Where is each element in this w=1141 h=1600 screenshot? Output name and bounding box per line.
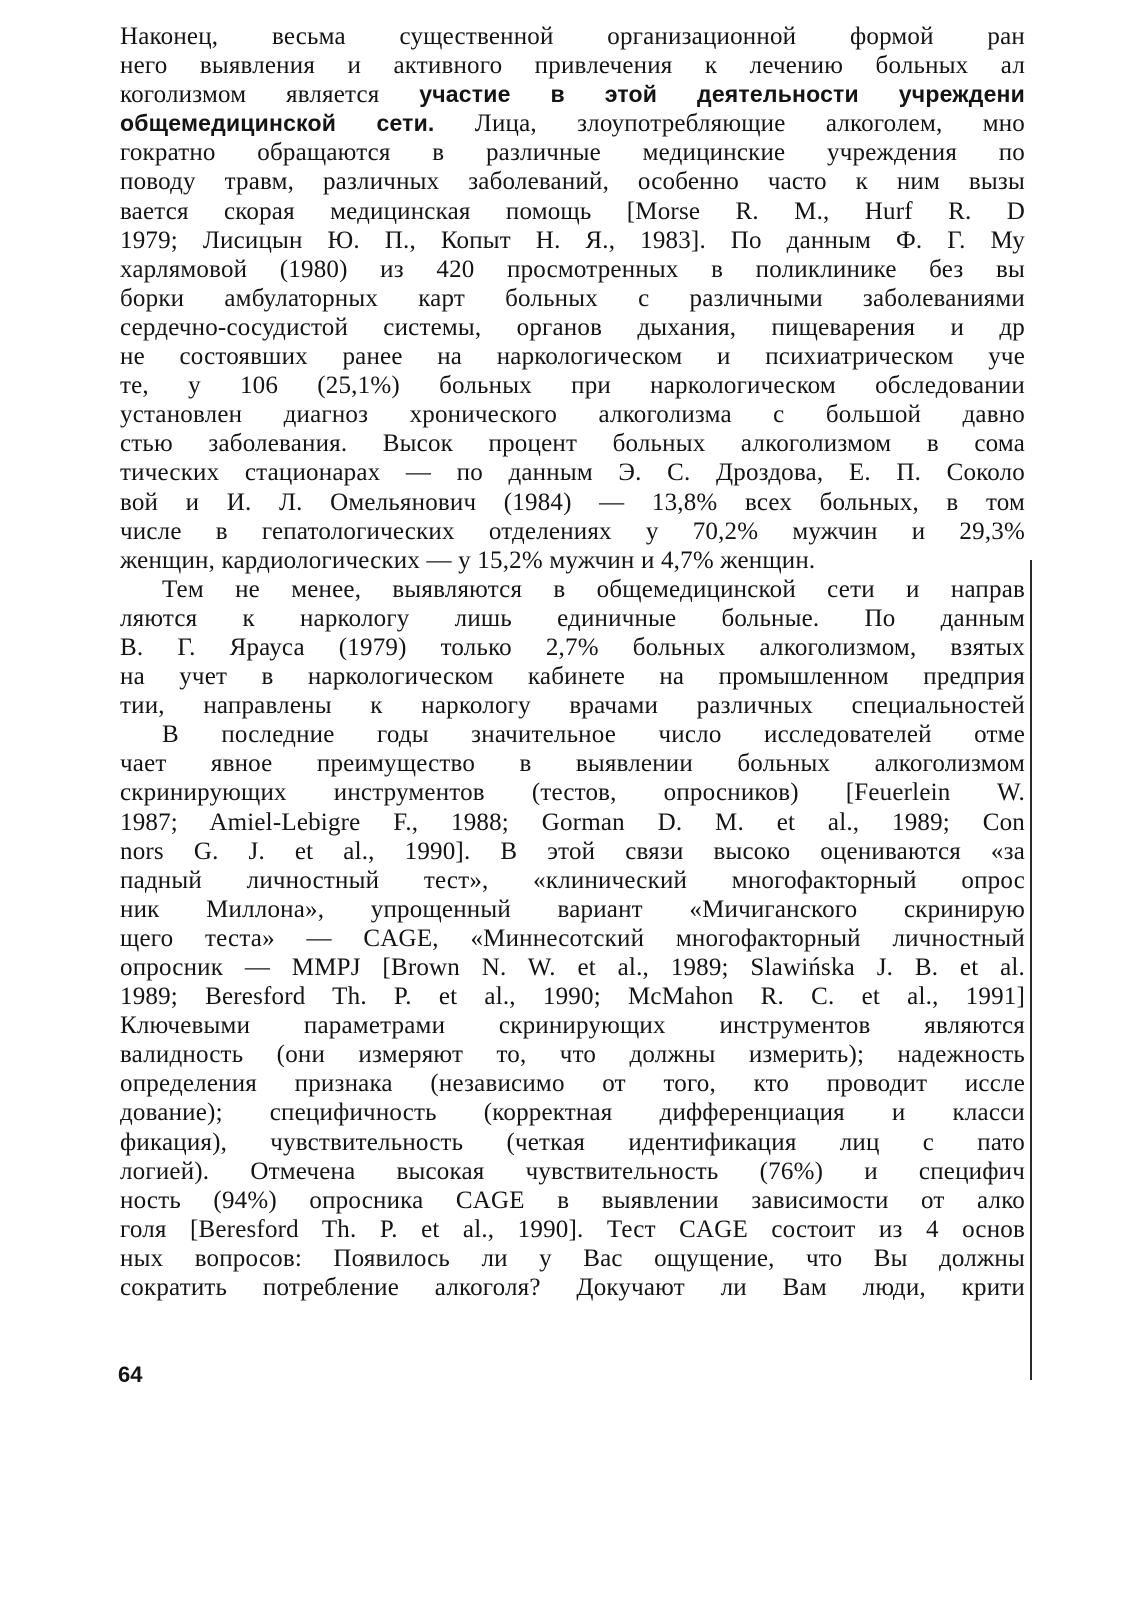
text-line: него выявления и активного привлечения к лечению больных ал — [120, 52, 1025, 80]
text-line: 1979; Лисицын Ю. П., Копыт Н. Я., 1983]. По данным Ф. Г. Му — [120, 226, 1025, 254]
text-line: установлен диагноз хронического алкоголизма с большой давно — [120, 401, 1025, 429]
text-line: женщин, кардиологических — у 15,2% мужчин и 4,7% женщин. — [120, 546, 816, 574]
text-line: 1989; Beresford Th. P. et al., 1990; McMahon R. C. et al., 1991] — [120, 983, 1025, 1011]
text-line: фикация), чувствительность (четкая идентификация лиц с пато — [120, 1128, 1025, 1156]
text-line: опросник — MMPJ [Brown N. W. et al., 1989; Slawińska J. B. et al. — [120, 954, 1025, 981]
text-line: коголизмом является участие в этой деятельности учреждени — [120, 81, 1025, 109]
text-line: вается скорая медицинская помощь [Morse R. M., Hurf R. D — [120, 197, 1025, 225]
text-line: логией). Отмечена высокая чувствительность (76%) и специфич — [120, 1157, 1025, 1185]
text-line: поводу травм, различных заболеваний, особенно часто к ним вызы — [120, 168, 1025, 196]
bold-emphasis: общемедицинской сети. — [120, 110, 435, 137]
text-line: падный личностный тест», «клинический многофакторный опрос — [120, 866, 1025, 894]
text-line: 1987; Amiel-Lebigre F., 1988; Gorman D. M. et al., 1989; Con — [120, 808, 1025, 836]
text-line: те, у 106 (25,1%) больных при наркологическом обследовании — [120, 372, 1025, 400]
page-edge-line — [1030, 560, 1032, 1380]
text-line: Ключевыми параметрами скринирующих инструментов являются — [120, 1012, 1025, 1040]
text-line: дование); специфичность (корректная дифференциация и класси — [120, 1099, 1025, 1127]
text-line: харлямовой (1980) из 420 просмотренных в поликлинике без вы — [120, 255, 1025, 283]
text-line: на учет в наркологическом кабинете на промышленном предприя — [120, 663, 1025, 691]
text-line: чает явное преимущество в выявлении больных алкоголизмом — [120, 750, 1025, 778]
text-line: вой и И. Л. Омельянович (1984) — 13,8% всех больных, в том — [120, 488, 1025, 516]
paragraph-start-line: В последние годы значительное число исследователей отме — [162, 721, 1025, 749]
text-line: числе в гепатологических отделениях у 70,2% мужчин и 29,3% — [120, 517, 1025, 545]
text-line: сердечно-сосудистой системы, органов дыхания, пищеварения и др — [120, 313, 1025, 341]
text-line: общемедицинской сети. Лица, злоупотребляющие алкоголем, мно — [120, 110, 1025, 138]
text-line: борки амбулаторных карт больных с различными заболеваниями — [120, 284, 1025, 312]
text-line: сократить потребление алкоголя? Докучают ли Вам люди, крити — [120, 1274, 1025, 1302]
text-line: ных вопросов: Появилось ли у Вас ощущение, что Вы должны — [120, 1244, 1025, 1272]
text-line: определения признака (независимо от того, кто проводит иссле — [120, 1070, 1025, 1098]
text-line: тии, направлены к наркологу врачами различных специальностей — [120, 692, 1025, 720]
text-line: скринирующих инструментов (тестов, опросников) [Feuerlein W. — [120, 779, 1025, 807]
text-line: ность (94%) опросника CAGE в выявлении зависимости от алко — [120, 1186, 1025, 1214]
text-line: гократно обращаются в различные медицинские учреждения по — [120, 139, 1025, 167]
bold-emphasis: участие в этой деятельности учреждени — [419, 81, 1025, 108]
text-line: тических стационарах — по данным Э. С. Дроздова, Е. П. Соколо — [120, 459, 1025, 487]
paragraph-start-line: Тем не менее, выявляются в общемедицинской сети и направ — [162, 575, 1025, 603]
body-text — [120, 22, 1025, 1302]
text-line: ник Миллона», упрощенный вариант «Мичиганского скринирую — [120, 895, 1025, 923]
text-line: nors G. J. et al., 1990]. В этой связи высоко оцениваются «за — [120, 837, 1025, 865]
text-line: стью заболевания. Высок процент больных алкоголизмом в сома — [120, 430, 1025, 458]
text-line: В. Г. Ярауса (1979) только 2,7% больных алкоголизмом, взятых — [120, 633, 1025, 661]
text-line: ляются к наркологу лишь единичные больные. По данным — [120, 604, 1025, 632]
text-line: голя [Beresford Th. P. et al., 1990]. Тест CAGE состоит из 4 основ — [120, 1215, 1025, 1243]
text-line: не состоявших ранее на наркологическом и психиатрическом уче — [120, 343, 1025, 371]
text-line: валидность (они измеряют то, что должны измерить); надежность — [120, 1041, 1025, 1069]
text-line: щего теста» — CAGE, «Миннесотский многофакторный личностный — [120, 924, 1025, 952]
page-number: 64 — [118, 1362, 143, 1387]
text-line: Наконец, весьма существенной организационной формой ран — [120, 23, 1025, 50]
